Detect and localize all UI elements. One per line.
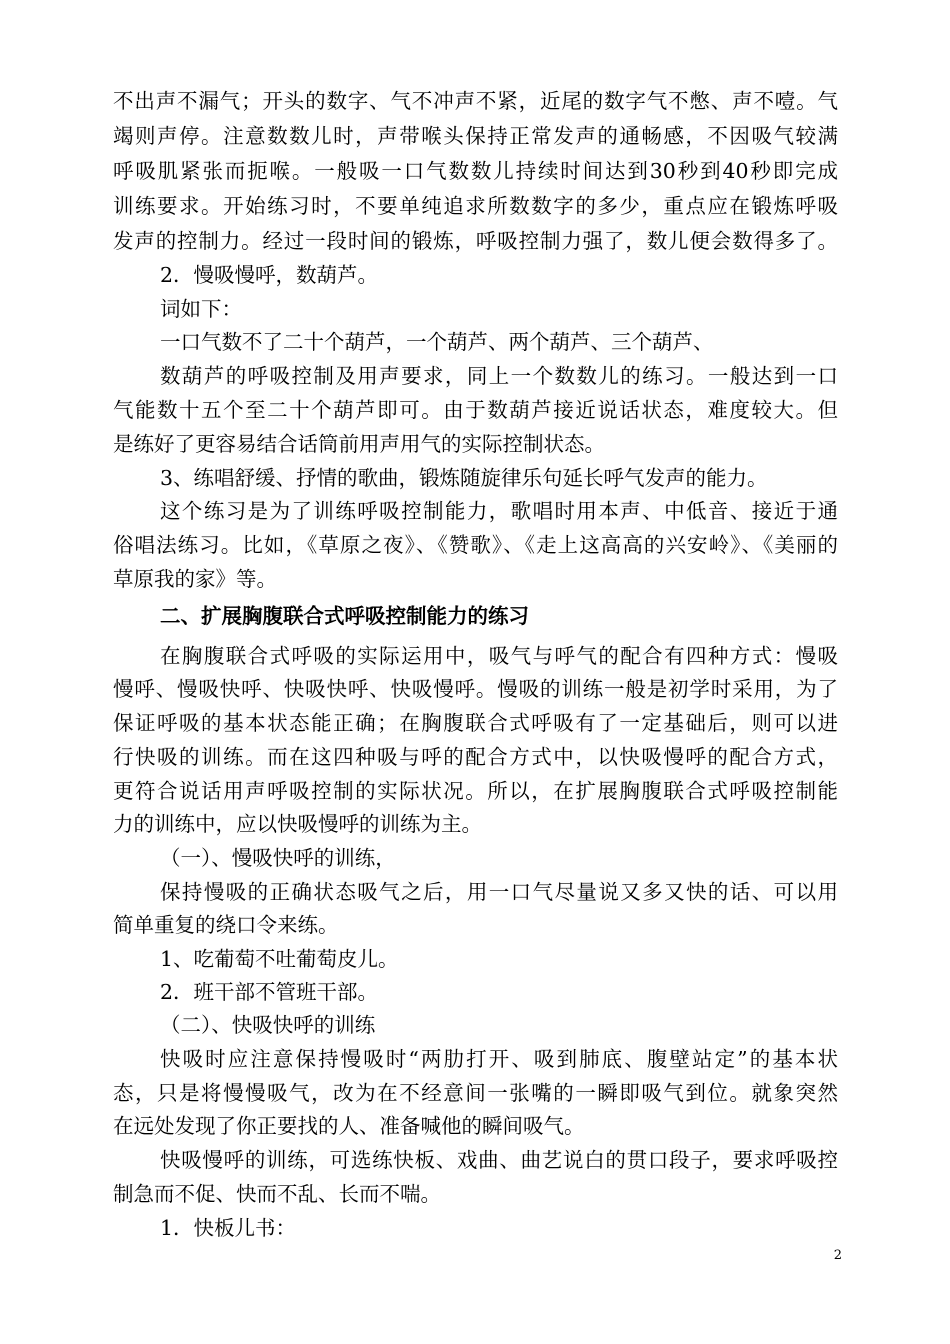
text-line: 草原我的家》等。 xyxy=(113,567,277,591)
text-line: 气能数十五个至二十个葫芦即可。由于数葫芦接近说话状态，难度较大。但 xyxy=(113,398,838,422)
text-line: 呼吸肌紧张而扼喉。一般吸一口气数数儿持续时间达到30秒到40秒即完成 xyxy=(113,159,838,183)
text-line: 制急而不促、快而不乱、长而不喘。 xyxy=(113,1182,441,1206)
page-number: 2 xyxy=(833,1248,842,1263)
text-line: 快吸慢呼的训练，可选练快板、戏曲、曲艺说白的贯口段子，要求呼吸控 xyxy=(160,1148,838,1172)
text-line: 在胸腹联合式呼吸的实际运用中，吸气与呼气的配合有四种方式：慢吸 xyxy=(160,644,838,668)
text-line: 更符合说话用声呼吸控制的实际状况。所以，在扩展胸腹联合式呼吸控制能 xyxy=(113,779,838,803)
text-line: 态，只是将慢慢吸气，改为在不经意间一张嘴的一瞬即吸气到位。就象突然 xyxy=(113,1081,838,1105)
text-line: 训练要求。开始练习时，不要单纯追求所数数字的多少，重点应在锻炼呼吸 xyxy=(113,194,838,218)
text-line: 保证呼吸的基本状态能正确；在胸腹联合式呼吸有了一定基础后，则可以进 xyxy=(113,711,838,735)
text-line: 是练好了更容易结合话筒前用声用气的实际控制状态。 xyxy=(113,432,605,456)
text-line: 发声的控制力。经过一段时间的锻炼，呼吸控制力强了，数儿便会数得多了。 xyxy=(113,229,838,253)
text-line: 词如下： xyxy=(160,297,242,321)
text-line: 在远处发现了你正要找的人、准备喊他的瞬间吸气。 xyxy=(113,1114,585,1138)
list-item: 1．快板儿书： xyxy=(160,1216,297,1240)
text-line: 一口气数不了二十个葫芦，一个葫芦、两个葫芦、三个葫芦、 xyxy=(160,330,714,354)
section-heading: 二、扩展胸腹联合式呼吸控制能力的练习 xyxy=(160,604,529,628)
subsection-heading: （二）、快吸快呼的训练 xyxy=(160,1013,376,1037)
text-line: 快吸时应注意保持慢吸时“两肋打开、吸到肺底、腹壁站定”的基本状 xyxy=(160,1047,838,1071)
text-line: 这个练习是为了训练呼吸控制能力，歌唱时用本声、中低音、接近于通 xyxy=(160,499,838,523)
list-item: 3、练唱舒缓、抒情的歌曲，锻炼随旋律乐句延长呼气发声的能力。 xyxy=(160,466,768,490)
subsection-heading: （一）、慢吸快呼的训练， xyxy=(160,846,396,870)
text-line: 慢呼、慢吸快呼、快吸快呼、快吸慢呼。慢吸的训练一般是初学时采用，为了 xyxy=(113,677,838,701)
text-line: 简单重复的绕口令来练。 xyxy=(113,913,339,937)
text-line: 不出声不漏气；开头的数字、气不冲声不紧，近尾的数字气不憋、声不噎。气 xyxy=(113,89,838,113)
list-item: 1、吃葡萄不吐葡萄皮儿。 xyxy=(160,947,399,971)
text-line: 保持慢吸的正确状态吸气之后，用一口气尽量说又多又快的话、可以用 xyxy=(160,880,838,904)
text-line: 俗唱法练习。比如，《草原之夜》、《赞歌》、《走上这高高的兴安岭》、《美丽的 xyxy=(113,533,838,557)
text-line: 行快吸的训练。而在这四种吸与呼的配合方式中，以快吸慢呼的配合方式， xyxy=(113,745,838,769)
text-line: 力的训练中，应以快吸慢呼的训练为主。 xyxy=(113,812,482,836)
text-line: 竭则声停。注意数数儿时，声带喉头保持正常发声的通畅感，不因吸气较满 xyxy=(113,124,838,148)
text-line: 数葫芦的呼吸控制及用声要求，同上一个数数儿的练习。一般达到一口 xyxy=(160,364,838,388)
list-item: 2．慢吸慢呼，数葫芦。 xyxy=(160,263,379,287)
list-item: 2．班干部不管班干部。 xyxy=(160,980,379,1004)
